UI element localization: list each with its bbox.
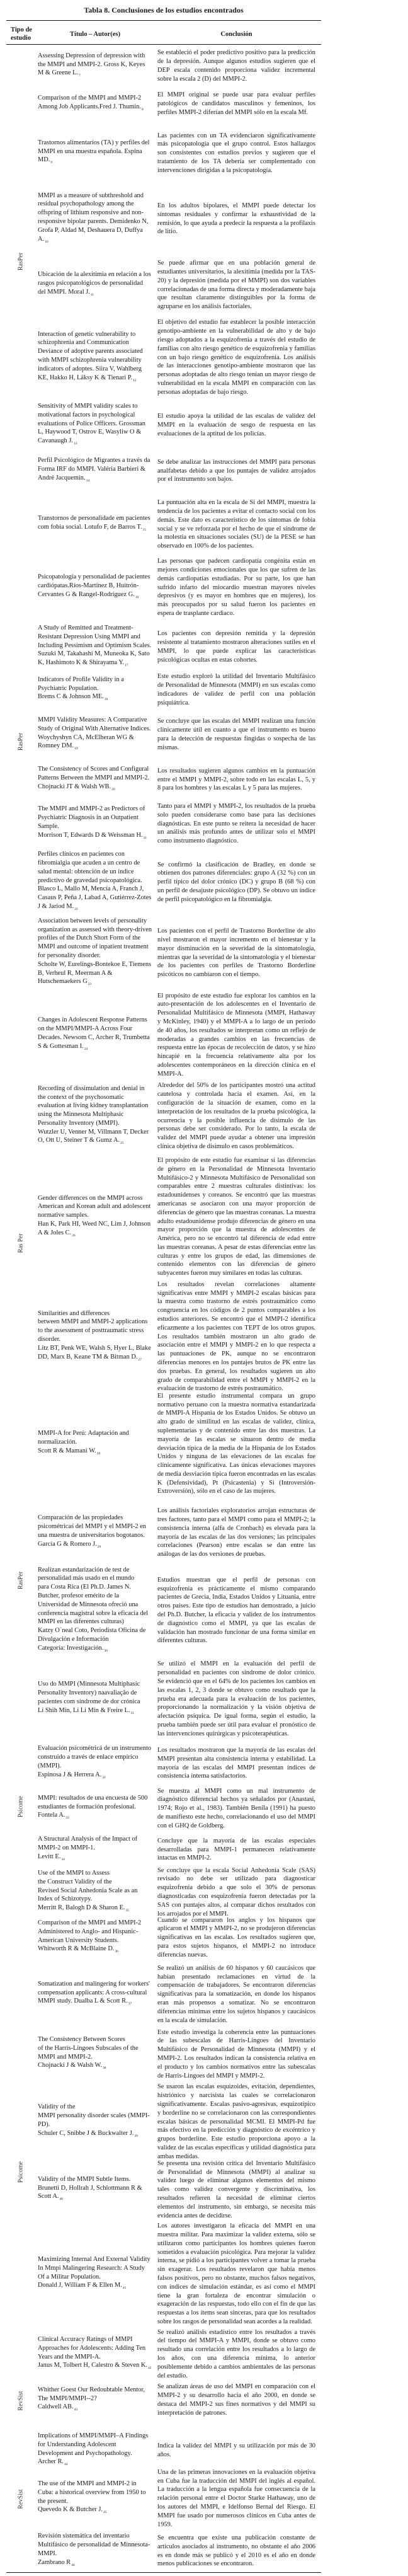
conclusion-cell: [157, 318, 315, 397]
study-citation: Implications of MMPI/MMPI–A Findings for Understanding Adolescent Development and Psychopathology. Archer R.: [38, 2432, 149, 2466]
conclusion-text: Este estudio exploró la utilidad del Inventario Multifásico de Personalidad de Minnesota (MMPI) en sus escalas como indicadores de validez de perfil con una población psiquiátrica.: [157, 673, 315, 706]
title-author-cell: [38, 674, 152, 706]
table-row: [0, 1083, 408, 1150]
title-author-cell: [38, 457, 152, 485]
reference-number: 27: [138, 1357, 142, 1362]
title-author-cell: [38, 715, 152, 754]
study-type-label: RasPer: [17, 252, 25, 271]
reference-number: 18: [104, 698, 108, 702]
table-row: [0, 498, 408, 551]
conclusion-text: Se usaron las escalas esquizoides, evitación, dependientes, histriónico y narcisista las cuales se correlacionaron significativamente. Escalas pasivo-agresivas, esquizotípico y borderline no se correlacionaron con las correspondientes escalas básicas de personalidad MCMI. El MMPI-Pd fue más efectivo en la predicción y diagnóstico de excéntrico y grupos borderline. Este estudio proporciona apoyo a la validez de las escalas específicas y utilidad diagnóstica para ambas medidas.: [157, 2083, 315, 2160]
study-citation: Evaluación psicométricá de un instrumento construido a través de enlace empírico (MMPI). Espinosa J & Herrera A.: [38, 1745, 152, 1778]
table-row: [0, 992, 408, 1078]
reference-number: 17: [125, 664, 128, 668]
reference-number: 22: [74, 907, 78, 911]
table-row: [0, 1506, 408, 1560]
conclusion-text: Una de las primeras innovaciones en la evaluación objetiva en Cuba fue la traducción del MMPI del inglés al español. La traducción a la lengua española fue consecuencia de la relación personal entre el Doctor Starke Hathaway, uno de los autores del MMPI, e Idelfonso Bernal del Riesgo. El MMPI fue usado por numerosos clínicos en Cuba antes de 1959.: [157, 2468, 315, 2528]
conclusion-cell: [157, 2533, 315, 2569]
conclusion-text: La puntuación alta en la escala de Si del MMPI, muestra la tendencia de los pacientes a evitar el contacto social con los demás. Este dato es característico de los síntomas de fobia social y se ve reforzada por el hecho de que el síndrome de la molestia en situaciones sociales (SU) de la PESE se han observado en 100% de los pacientes.: [157, 499, 315, 550]
conclusion-text: Se realizó un análisis de 60 hispanos y 60 caucásicos que habían presentado reclamaciones en virtud de la compensación de trabajadores. Se encontraron diferencias significativas para la somatización, en donde los hispanos eran más propensos a somatizar. No se encontraron diferencias mínimas entre los sujetos hispanos y caucásicos en la escala de simulación.: [157, 1964, 315, 2024]
conclusion-cell: [157, 766, 315, 794]
study-citation: Whither Goest Our Redoubtable Mentor, The MMPI/MMPI--2? Caldwell AB.: [38, 2386, 145, 2411]
reference-number: 30: [104, 1648, 108, 1653]
reference-number: 36: [115, 1950, 118, 1954]
study-citation: Maximizing Internal And External Validity In Mmpi Malingering Research: A Study Of a Militar Population. Donald J, William F & Ellen M.: [38, 2255, 150, 2289]
reference-number: 13: [73, 442, 77, 446]
title-author-cell: [38, 1836, 152, 1864]
conclusion-cell: [157, 2328, 315, 2379]
study-citation: Indicators of Profile Validity in a Psychiatric Population. Brems C & Johnson ME.: [38, 676, 124, 701]
table-row: [0, 2222, 408, 2326]
study-type-label: Psicome: [17, 2161, 25, 2183]
conclusion-text: Los pacientes con el perfil de Trastorno Borderline de alto nivel mostraron el mayor incremento en el bienestar y la mayor disminución en la severidad de la sintomatología, mientras que la severidad de la sintomatología y el bienestar de los pacientes con perfiles de Trastorno Borderline psicóticos no cambiaron con el tiempo.: [157, 928, 315, 979]
reference-number: 23: [88, 982, 92, 987]
header-conclusion: Conclusión: [220, 31, 252, 38]
table-row: [0, 1392, 408, 1495]
study-citation: Use of the MMPI to Assess the Construct Validity of the Revised Social Anhedonia Scale as an Index of Schizotypy. Merritt R, Balogh D & Sharon E.: [38, 1870, 138, 1912]
title-author-cell: [38, 88, 152, 120]
reference-number: 15: [142, 528, 147, 532]
conclusion-cell: [157, 800, 315, 848]
header-type: Tipo de estudio: [11, 26, 32, 42]
study-citation: The use of the MMPI and MMPI-2 in Cuba: a historical overview from 1950 to the present. Quevedo K & Butcher J.: [38, 2480, 146, 2514]
reference-number: 45: [103, 2510, 107, 2515]
reference-number: 28: [96, 1451, 101, 1456]
conclusion-cell: [157, 1866, 315, 1918]
conclusion-text: Se muestra al MMPI como un mal instrumento de diagnóstico diferencial hechos ya señalados por (Anastasi, 1974; Rojo et al., 1983). También Benila (1991) ha puesto de manifiesto este hecho, correlacionando el uso del MMPI con el GHQ de Goldberg.: [157, 1787, 315, 1829]
table-row: [0, 2159, 408, 2219]
conclusion-text: Concluye que la mayoría de las escalas especiales desarrolladas para MMPI-1 permanecen relativamente intactas en MMPI-2.: [157, 1837, 315, 1862]
study-citation: MMPI: resultados de una encuesta de 500 estudiantes de formación profesional. Fontela A.: [38, 1794, 148, 1819]
study-citation: Psicopatología y personalidad de pacientes cardiópatas.Ríos-Martínez B, Huitrón-Cervantes G & Rangel-Rodríguez G.: [38, 573, 150, 598]
study-citation: The Consistency Between Scores of the Harris-Lingoes Subscales of the MMPI and MMPI-2. Chojnacki J & Walsh W.: [38, 2035, 139, 2069]
conclusion-cell: [157, 2159, 315, 2219]
reference-number: 21: [143, 836, 147, 840]
title-author-cell: [38, 1967, 152, 2021]
table-row: [0, 1156, 408, 1278]
title-author-cell: [38, 403, 152, 447]
reference-number: 42: [147, 2366, 152, 2371]
study-citation: Uso do MMPI (Minnesota Multiphasic Personality Inventory) naavaliação de pacientes com síndrome de dor crónica Li Shih Min, Li Li Min & Freire L.: [38, 1681, 140, 1714]
study-citation: Comparison of the MMPI and MMPI-2 Among Job Applicants.Fred J. Thumin.: [38, 94, 142, 110]
conclusion-text: El objetivo del estudio fue establecer la posible interacción genotipo-ambiente en la vulnerabilidad de alto y de bajo riesgo adoptados a la esquizofrenia a través del estudio de familias con alto riesgo genético de esquizofrenia y familias con un bajo riesgo genético de esquizofrenia. Los análisis de las interacciones genotipo-ambiente mostraron que las personas adoptadas de alto riesgo tenían un mayor riesgo de vulnerabilidad en la escala MMPI en comparación con las personas adoptadas de bajo riesgo.: [157, 319, 315, 396]
study-type-label: Ras Per: [17, 1233, 25, 1253]
table-row: [0, 457, 408, 485]
reference-number: 34: [61, 1857, 65, 1861]
table-row: [0, 1280, 408, 1393]
conclusion-text: Se confirmó la clasificación de Bradley, en donde se obtienen dos patrones diferenciales: grupo A (32 %) con un perfil típico del dolor crónico (DC) y grupo B (68 %) con un perfil de desajuste psicológico (DP). Se obtuvo un índice de perfil psicopatológico en la fibromialgia.: [157, 861, 315, 903]
table-row: [0, 1745, 408, 1781]
study-citation: Realizan estandarización de test de personalidad más usado en el mundo para Costa Rica (El Ph.D. James N. Butcher, profesor emérito de la Universidad de Minnesota ofreció una conferencia magistral sobre la eficacia del MMPI en las diferentes culturas) Katzy O`neal Coto, Periodista Oficina de Divulgación e Información Categoría: Investigación.: [38, 1566, 149, 1652]
study-type-label: Psicome: [17, 1796, 25, 1817]
reference-number: 46: [71, 2563, 75, 2567]
title-author-cell: [38, 800, 152, 848]
study-citation: Comparación de las propiedades psicométricaś del MMPI y el MMPI-2 en una muestra de universitarios bogotanos. García G & Romero J.: [38, 1514, 146, 1548]
conclusion-cell: [157, 674, 315, 706]
conclusion-text: Indica la validez del MMPI y su utilización por más de 30 años.: [157, 2442, 315, 2458]
study-citation: Similarities and differences between MMPI and MMPI-2 applications to the assessment of posttraumatic stress disorder. Litz BT, Penk WE, Walsh S, Hyer L, Blake DD, Marx B, Keane TM & Bitman D.: [38, 1309, 151, 1360]
conclusion-text: Tanto para el MMPI y MMPI-2, los resultados de la prueba solo pueden considerarse como base para las decisiones diagnósticas. En este punto se reitera la necesidad de hacer un análisis más profundo antes de utilizar solo el MMPI como instrumento diagnóstico.: [157, 803, 315, 845]
conclusion-text: Se presenta una revisión crítica del Inventario Multifásico de Personalidad de Minnesota (MMPI) al analizar su validez luego de eliminar algunos elementos del mismo tales como validez convergente y discriminativa, los resultados refieren la necesidad de eliminar ciertos elementos del instrumento, sin embargo, se necesita más evidencia antes de decidirse.: [157, 2159, 315, 2219]
conclusion-cell: [157, 2432, 315, 2469]
conclusion-text: El propósito de este estudio fue examinar si las diferencias de género en la Personalidad de Minnesota Inventario Multifásico-2 y Minnesota Multifásico de Personalidad son comparables entre 2 muestras culturales distintivas: los estadounidenses y coreanos. Se encontró que las muestras americanas se asociaron con una mayor proporción de diferencias de género que las muestras coreanas. La muestra adulto estadounidense produjo diferencias de género en una mayor proporción que la muestra de adolescentes de América, pero no se encontró tal diferencia de edad entre las muestras coreanas. A pesar de estas diferencias entre las culturas y entre los grupos de edad, las dimensiones de contenido elementos con las diferencias de género subyacentes fueron muy similares en todas las culturas.: [157, 1156, 315, 1277]
study-citation: Clinical Accuracy Ratings of MMPI Approaches for Adolescents: Adding Ten Years and the MMPI-A. Janus M, Tolbert H, Calestro & Steven K.: [38, 2335, 147, 2369]
title-author-cell: [38, 625, 152, 669]
conclusion-cell: [157, 1506, 315, 1560]
study-citation: The MMPI and MMPI-2 as Predictors of Psychiatric Diagnosis in an Outpatient Sample. Morrison T, Edwards D & Weissman H.: [38, 805, 145, 839]
title-author-cell: [38, 917, 152, 989]
reference-number: 12: [133, 378, 137, 382]
study-citation: Changes in Adolescent Response Patterns on the MMPI/MMPI-A Across Four Decades. Newsom C, Archer R, Trumbetta S & Gottesman I.: [38, 1016, 150, 1050]
reference-number: 10: [45, 239, 48, 244]
table-row: [0, 2083, 408, 2160]
table-row: [0, 318, 408, 397]
conclusion-text: Los resultados revelan correlaciones altamente significativas entre MMPI y MMPI-2 escalas básicas para la muestra como trastorno de estrés postraumático como congruencia en los códigos de 2 puntos comparables a los estudios anteriores. Se encontró que el MMPI-2 identifica eficazmente a los pacientes con TEPT de los otros grupos. Los resultados también mostraron un alto grado de asociación entre el MMPI y MMPI-2 en lo que respecta a las puntuaciones de PK, aunque no se encontraron diferencias menores en los puntajes brutos de PK entre las dos pruebas. En general, los resultados sugieren un alto grado de comparabilidad entre el MMPI y MMPI-2 en la evaluación de trastorno de estrés postraumático.: [157, 1280, 315, 1393]
conclusion-cell: [157, 2382, 315, 2418]
reference-number: 29: [97, 1544, 101, 1549]
header-rule: [6, 44, 321, 45]
study-citation: MMPI as a measure of subthreshold and residual psychopathology among the offspring of lithium responsive and non-responsive bipolar parents. Demidenko N, Grofa P, Aldad M, Deshauera D, Duffya A.: [38, 192, 149, 243]
conclusion-text: Cuando se compararon los anglos y los hispanos que aplicaron el MMPI y MMPI-2, no se produjeron diferencias significativas en las escalas. Los resultados sugieren que, para estos sujetos hispanos, el MMPI-2 no introduce diferencias nuevas.: [157, 1916, 315, 1958]
conclusion-text: Se estableció el poder predictivo positivo para la predicción de la depresión. Aunque algunos estudios sugieren que el DEP escala contenido proporciona validez incremental sobre la escala 2 (D) del MMPI-2.: [157, 49, 315, 83]
table-row: [0, 258, 408, 312]
table-row: [0, 2533, 408, 2569]
top-rule: [6, 20, 321, 21]
conclusion-cell: [157, 1156, 315, 1278]
table-row: [0, 800, 408, 848]
reference-number: 31: [130, 1711, 135, 1715]
conclusion-text: Los autores investigaron la eficacia del MMPI en una muestra militar. Para maximizar la validez externa, sólo se utilizaron como participantes los hombres quienes fueron sometidos a evaluación psicológica. Para mejorar la validez interna, se pidió a los participantes volver a tomar la prueba sin exagerar. Los resultados revelaron que había menos falsos positivos, pero no obstante, muchos falsos negativos, con índices de simulación estándar, es así como el MMPI tiene la gran fortaleza de encontrar simulación o exageración de las respuestas, todo ello con el fin de que las respuestas a los ítems sean sinceras, para que los resultados sobre los rasgos de personalidad sean acordes a la realidad.: [157, 2222, 315, 2325]
table-row: [0, 88, 408, 120]
title-author-cell: [38, 2332, 152, 2377]
conclusion-text: Los pacientes con depresión remitida y la depresión resistente al tratamiento mostraron alteraciones sutiles en el MMPI, lo que puede explicar las características psicológicas ocultas en estas cohortes.: [157, 630, 315, 664]
title-author-cell: [38, 2382, 152, 2418]
conclusion-cell: [157, 49, 315, 83]
study-citation: MMPI-A for Perú: Adaptación and normalización. Scott R & Mamani W.: [38, 1430, 129, 1454]
study-citation: Association between levels of personality organization as assessed with theory-driven profiles of the Dutch Short Form of the MMPI and outcome of inpatient treatment for personality disorder. Scholte W, Eurelings-Bontekoe E, Tiemens B, Verheul R, Meerman A & Hutschemaekers G: [38, 917, 152, 986]
title-author-cell: [38, 258, 152, 312]
study-type-label: RevSist: [17, 2489, 25, 2509]
conclusion-cell: [157, 851, 315, 914]
study-citation: Transtornos de personalidade em pacientes com fobia social. Lotufo F, de Barros T.: [38, 515, 150, 531]
title-author-cell: [38, 851, 152, 914]
title-author-cell: [38, 2222, 152, 2326]
conclusion-cell: [157, 558, 315, 618]
conclusion-text: Las personas que padecen cardiopatía congénita están en mejores condiciones emocionales que los que sufren de las demás cardiopatías estudiadas. Por su parte, los que han sufrido infarto del miocardio muestran mayores niveles depresivos (y es mayor en hombres que en mujeres), los más preocupados por su salud fueron los pacientes en espera de trasplante cardiaco.: [157, 558, 315, 617]
conclusion-cell: [157, 1083, 315, 1150]
table-row: [0, 1916, 408, 1958]
study-citation: A Structural Analysis of the Impact of MMPI-2 on MMPI-1. Levitt E.: [38, 1836, 138, 1860]
study-citation: Recording of dissimulation and denial in the context of the psychosomatic evaluation at living kidney transplantation using the Minnesota Multiphasic Personality Inventory (MMPI). Wutzler U, Venner M, Villmann T, Decker O, Ott U, Steiner T & Gumz A.: [38, 1084, 149, 1144]
reference-number: 40: [59, 2197, 63, 2202]
conclusion-cell: [157, 88, 315, 120]
conclusion-cell: [157, 992, 315, 1078]
study-citation: A Study of Remitted and Treatment-Resistant Depression Using MMPI and Including Pessimism and Optimism Scales. Suzuki M, Takahashi M, Muneoka K, Sato K, Hashimoto K & Shirayama Y.: [38, 624, 152, 667]
study-citation: Gender differences on the MMPI across American and Korean adult and adolescent normative samples. Han K, Park HI, Weed NC, Lim J, Johnson A & Joles C.: [38, 1194, 151, 1236]
reference-number: 35: [125, 1909, 130, 1913]
reference-number: 39: [134, 2134, 138, 2138]
conclusion-text: Alrededor del 50% de los participantes mostró una actitud cautelosa y controlada hacia el examen. Así, en la configuración de la situación de examen, como en la interpretación de los resultados de la prueba psicológica, la ocurrencia y la posible influencia de disimulo de las personas debe ser considerado. Por lo tanto, la escala de validez del MMPI puede ayudar a obtener una impresión clínica objetiva de disimulo en casos problemáticos.: [157, 1082, 315, 1150]
conclusion-cell: [157, 192, 315, 246]
conclusion-cell: [157, 1660, 315, 1738]
reference-number: 44: [64, 2463, 68, 2467]
title-author-cell: [38, 1919, 152, 1956]
title-author-cell: [38, 1745, 152, 1781]
title-author-cell: [38, 1083, 152, 1150]
study-citation: Assessing Depression of depression with the MMPI and MMPI-2. Gross K, Keyes M & Greene L.: [38, 52, 145, 77]
conclusion-text: El MMPI original se puede usar para evaluar perfiles patológicos de candidatos masculinos y femeninos, los perfiles MMPI-2 diferían del MMPI sólo en la escala Mf.: [157, 91, 315, 116]
table-row: [0, 1964, 408, 2024]
conclusion-text: Se realizó análisis estadístico entre los resultados a través del tiempo del MMPI-A y MMPI, donde se obtuvo como resultado una correlación entre los resultados a lo largo de los años, con una diferencia mínima, lo anterior posiblemente debido a cambios ambientales de las personas del estudio.: [157, 2328, 315, 2379]
conclusion-text: Se concluye que las escalas del MMPI realizan una función clínicamente útil en cuanto a que el instrumento es bueno para la detección de respuestas fingidas o sospecha de las mismas.: [157, 718, 315, 751]
reference-number: 8: [142, 107, 144, 112]
study-citation: Perfil Psicológico de Migrantes a través da Forma IRF do MMPI. Valéria Barbieri & André Jacquemin.: [38, 457, 150, 481]
study-citation: Ubicación de la alexitimia en relación a los rasgos psicopatológicos de personalidad del MMPI. Moral J.: [38, 271, 151, 296]
conclusion-text: Los análisis factoriales exploratorios arrojan estructuras de tres factores, tanto para el MMPI como para el MMPI-2; la consistencia interna (alfa de Cronbach) es elevada para la mayoría de las escalas de las dos versiones; las principales correlaciones (Pearson) entre escalas se dan entre las análogas de las dos versiones de pruebas.: [157, 1507, 315, 1558]
title-author-cell: [38, 2533, 152, 2569]
reference-number: 32: [102, 1775, 106, 1780]
conclusion-text: Se debe analizar las instrucciones del MMPI para personas analfabetas debido a que los puntajes de validez arrojados por el instrumento son bajos.: [157, 458, 315, 483]
conclusion-text: Estudios muestran que el perfil de personas con esquizofrenia es prácticamente el mismo comparando pacientes de Grecia, India, Estados Unidos y Lituania, entre otros países. Este tipo de estudios han demostrado, a juicio del Ph.D. Butcher, la eficacia y validez de los instrumentos de diagnóstico como el MMPI, ya que las escalas de validación han mostrado funcionar de una forma similar en diferentes culturas.: [157, 1576, 315, 1645]
table-row: [0, 1566, 408, 1655]
reference-number: 14: [86, 478, 90, 483]
title-author-cell: [38, 2470, 152, 2527]
reference-number: 11: [90, 292, 94, 297]
conclusion-cell: [157, 2222, 315, 2326]
conclusion-cell: [157, 1566, 315, 1655]
conclusion-cell: [157, 498, 315, 551]
conclusion-text: En los adultos bipolares, el MMPI puede detectar los síntomas residuales y confirmar la exhaustividad de la remisión, lo que ayuda a predecir la respuesta a la profilaxis de litio.: [157, 202, 315, 236]
table-row: [0, 1786, 408, 1831]
study-type-label: RasPer: [17, 732, 25, 751]
title-author-cell: [38, 498, 152, 551]
title-author-cell: [38, 766, 152, 794]
study-citation: Trastornos alimentarios (TA) y perfiles del MMPI en una muestra española. Espina MD.: [38, 139, 150, 164]
table-row: [0, 2382, 408, 2418]
conclusion-cell: [157, 2028, 315, 2081]
table-row: [0, 1866, 408, 1918]
conclusion-text: Se concluye que la escala Social Anhedonia Scale (SAS) revisado no debe ser utilizado para diagnosticar esquizofrenia debido a que solo el 30% de personas diagnosticadas con esquizofrenia fueron detectadas por la SAS con puntajes altos, al comparar dichos resultados con los arrojados por el MMPI.: [157, 1866, 315, 1918]
conclusion-text: El presente estudio instrumental compara un grupo normativo peruano con la muestra normativa estandarizada de MMPI-A Hispania de los Estados Unidos. Se obtuvo un alto grado de similitud en las escalas de validez, clínica, suplementarias y de contenido entre las dos muestras. La mayoría de las escalas se situaron dentro de media desviación típica de la media de la Hispania de los Estados Unidos y ninguna de las elevaciones de las escalas fue clínicamente significativa. Las únicas elevaciones mayores de media desviación típica fueron encontradas en las escalas K (Defensividad), Pt (Psicastenia) y Si (Introversión-Extroversión), sólo en el caso de las mujeres.: [157, 1392, 315, 1495]
reference-number: 33: [65, 1816, 69, 1820]
title-author-cell: [38, 996, 152, 1074]
table-row: [0, 2328, 408, 2379]
reference-number: 7: [79, 74, 81, 78]
conclusion-cell: [157, 258, 315, 312]
table-row: [0, 851, 408, 914]
conclusion-cell: [157, 2470, 315, 2527]
reference-number: 41: [122, 2286, 127, 2291]
reference-number: 20: [111, 787, 115, 791]
table-row: [0, 625, 408, 669]
conclusion-text: Los resultados mostraron que la mayoría de las escalas del MMPI presentan alta consistencia interna y estabilidad. La mayoría de las escalas del MMPI presentan índices de consistencia interna satisfactorios.: [157, 1746, 315, 1780]
reference-number: 43: [74, 2408, 78, 2412]
table-row: [0, 715, 408, 754]
reference-number: 9: [50, 161, 53, 165]
study-citation: MMPI Validity Measures: A Comparative Study of Original With Alternative Indices. Woychyshyn CA, McElheran WG & Romney DM.: [38, 716, 151, 750]
reference-number: 26: [72, 1233, 76, 1238]
table-row: [0, 766, 408, 794]
study-citation: Sensitivity of MMPI validity scales to motivational factors in psychological evaluations of Police Officers. Grossman L, Haywood T, Ostrov E, Wasyliw O & Cavanaugh J.: [38, 403, 145, 445]
study-type-label: RevSist: [17, 2391, 25, 2411]
title-author-cell: [38, 49, 152, 83]
title-author-cell: [38, 1506, 152, 1560]
table-row: [0, 403, 408, 447]
study-citation: Somatization and malingering for workers' compensation applicants: A cross-cultural MMPI study. Dualba L & Scott R.: [38, 1980, 150, 2005]
table-row: [0, 2470, 408, 2527]
table-row: [0, 2432, 408, 2469]
title-author-cell: [38, 1284, 152, 1389]
study-citation: Revisión sistemática del inventario Multifásico de personalidad de Minnesota-MMPI. Zambrano R: [38, 2533, 150, 2566]
table-row: [0, 1660, 408, 1738]
conclusion-text: Los resultados sugieren algunos cambios en la puntuación entre el MMPI y MMPI-2, sobre todo en las escalas L, 5, y 8 para los hombres y las escalas L y 5 para las mujeres.: [157, 767, 315, 792]
header-title: Título – Autor(es): [70, 31, 120, 38]
conclusion-cell: [157, 625, 315, 669]
reference-number: 16: [135, 595, 139, 599]
table-row: [0, 674, 408, 706]
table-row: [0, 917, 408, 989]
conclusion-cell: [157, 1392, 315, 1495]
title-author-cell: [38, 2432, 152, 2469]
study-citation: Perfiles clínicos en pacientes con fibromialgia que acuden a un centro de salud mental: obtención de un índice predictivo de gravedad psicopatológica. Blasco L, Mallo M, Mencía A, Franch J, Casaus P, Peña J, Labad A, Gutiérrez-Zotes J & Jariod M.: [38, 851, 152, 910]
title-author-cell: [38, 2088, 152, 2156]
title-author-cell: [38, 131, 152, 175]
conclusion-cell: [157, 1836, 315, 1864]
conclusion-text: Se puede afirmar que en una población general de estudiantes universitarios, la alexitimia (medida por la TAS-20) y la depresión (medida por el MMPI) son dos variables correlacionadas de una forma directa y moderadamente baja que resultan claramente distinguibles por la forma de agruparse en los análisis factoriales.: [157, 260, 315, 311]
title-author-cell: [38, 1870, 152, 1914]
study-citation: Validity of the MMPI Subtle Items. Brunetti D, Hollrah J, Schlottmann R & Scott A.: [38, 2175, 142, 2200]
table-row: [0, 1836, 408, 1864]
title-author-cell: [38, 1786, 152, 1831]
conclusion-cell: [157, 715, 315, 754]
reference-number: 38: [103, 2066, 106, 2071]
title-author-cell: [38, 1660, 152, 1738]
conclusion-text: Las pacientes con un TA evidenciaron significativamente más psicopatología que el grupo control. Estos hallazgos son consistentes con estudios previos y sugieren que el tratamiento de los TA debería ser complementado con intervenciones dirigidas a la psicopatología.: [157, 132, 315, 174]
table-row: [0, 2028, 408, 2081]
conclusion-text: El propósito de este estudio fue explorar los cambios en la auto-presentación de los adolescentes en el Inventario de Personalidad Multifásico de Minnesota (MMPI, Hathaway y McKinley, 1940) y el MMPI-A a lo largo de un período de 40 años, los resultados se interpretan como un reflejo de moderadas a grandes cambios en las frecuencias de respuesta entre las épocas de recolección de datos, y se hizo hincapié en la frecuencia relativamente alta por los adolescentes contemporáneos en la dirección clínica en el MMPI-A.: [157, 992, 315, 1078]
table-row: [0, 558, 408, 618]
title-author-cell: [38, 1156, 152, 1278]
title-author-cell: [38, 2163, 152, 2216]
table-row: [0, 49, 408, 83]
conclusion-text: Este estudio investiga la coherencia entre las puntuaciones de las subescalas de Harris-Lingoes del Inventario Multifásico de Personalidad de Minnesota (MMPI) y el MMPI-2. Los resultados indican la consistencia relativa en el producto y los cambios normativos entre las subescalas de Harris-Lingoes del MMPI y MMPI-2.: [157, 2028, 315, 2079]
conclusion-cell: [157, 403, 315, 447]
conclusion-cell: [157, 1964, 315, 2024]
reference-number: 37: [128, 2002, 132, 2006]
study-citation: Comparison of the MMPI and MMPI-2 Administered to Anglo- and Hispanic-American University Students. Whitworth R & McBlaine D.: [38, 1919, 142, 1953]
title-author-cell: [38, 2028, 152, 2081]
bottom-rule: [6, 2572, 321, 2573]
title-author-cell: [38, 318, 152, 397]
conclusion-text: El estudio apoya la utilidad de las escalas de validez del MMPI en la evaluación de sesgo de respuesta en las evaluaciones de la aptitud de los policías.: [157, 413, 315, 437]
conclusion-cell: [157, 131, 315, 175]
table-row: [0, 192, 408, 246]
conclusion-cell: [157, 1916, 315, 1958]
title-author-cell: [38, 1396, 152, 1492]
conclusion-cell: [157, 1786, 315, 1831]
study-citation: Interaction of genetic vulnerability to schizophrenia and Communication Deviance of adoptive parents associated with MMPI schizophrenia vulnerability indicators of adoptes. Siira V, Wahlberg KE, Hakko H, Läksy K & Tienari P.: [38, 330, 143, 381]
conclusion-text: Se utilizó el MMPI en la evaluación del perfil de personalidad en pacientes con síndrome de dolor crónico. Se evidenció que en el 64% de los pacientes los cambios en las escalas 1, 2, 3 donde se obtuvo como resultado que la prueba era adecuada para la evaluación de los pacientes, proporcionando la normalización y la visión objetiva de afectación psíquica. De igual forma, según el estudio, la prueba también puede ser útil para evaluar el pronóstico de las intervenciones quirúrgicas y psicoterapéuticas.: [157, 1660, 315, 1737]
conclusion-cell: [157, 917, 315, 989]
title-author-cell: [38, 1566, 152, 1655]
conclusion-text: Se analizan áreas de uso del MMPI en comparación con el MMPI-2 y su desarrollo hacia el año 2000, en donde se destaca del MMPI-2 sus fines normativos y del MMPI su interpretación de patrones.: [157, 2383, 315, 2417]
table-row: [0, 131, 408, 175]
study-citation: The Consistency of Scores and Configural Patterns Between the MMPI and MMPI-2. Chojnacki JT & Walsh WB.: [38, 766, 150, 790]
title-author-cell: [38, 558, 152, 618]
conclusion-text: Se encuentra que existe una publicación constante de artículos asociados al instrumento, no obstante el año 2006 es en donde más se publicó y el 2010 es el año en donde menos publicaciones se encontraron.: [157, 2534, 315, 2568]
study-citation: Validity of the MMPI personality disorder scales (MMPI-PD). Schuler C, Snibbe J & Buckwalter J.: [38, 2103, 150, 2137]
conclusion-cell: [157, 2083, 315, 2160]
conclusion-cell: [157, 457, 315, 485]
reference-number: 25: [120, 1141, 124, 1146]
reference-number: 24: [84, 1047, 88, 1051]
study-type-label: RasPer: [17, 1571, 25, 1590]
conclusion-cell: [157, 1280, 315, 1393]
reference-number: 19: [74, 747, 78, 751]
conclusion-cell: [157, 1745, 315, 1781]
title-author-cell: [38, 192, 152, 246]
table-caption: Tabla 8. Conclusiones de los estudios encontrados: [84, 6, 244, 14]
